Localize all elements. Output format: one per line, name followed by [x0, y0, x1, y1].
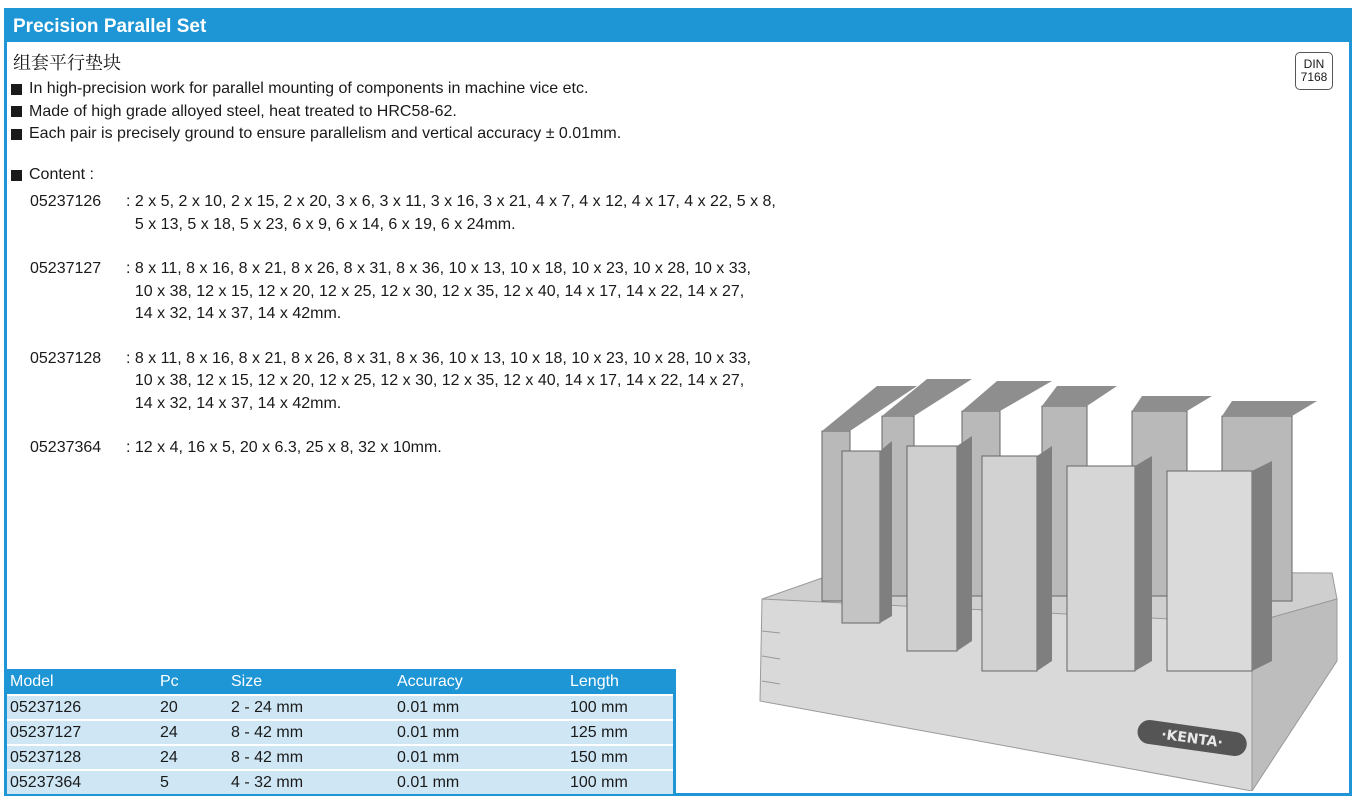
cell-size: 8 - 42 mm	[228, 720, 394, 745]
cell-pc: 24	[157, 745, 228, 770]
specs-table	[7, 669, 675, 794]
table-row	[7, 720, 675, 745]
cell-size: 4 - 32 mm	[228, 770, 394, 794]
cell-accuracy: 0.01 mm	[394, 720, 567, 745]
chinese-subtitle: 组套平行垫块	[13, 53, 121, 74]
cell-length: 125 mm	[567, 720, 675, 745]
content-set	[30, 437, 870, 460]
set-line: 14 x 32, 14 x 37, 14 x 42mm.	[134, 305, 342, 322]
set-line: 10 x 38, 12 x 15, 12 x 20, 12 x 25, 12 x 30, 12 x 35, 12 x 40, 14 x 17, 14 x 22, 14 x 27,	[134, 372, 745, 389]
feature-text: Each pair is precisely ground to ensure parallelism and vertical accuracy ± 0.01mm.	[29, 125, 622, 143]
content-heading	[11, 166, 94, 184]
set-line: 10 x 38, 12 x 15, 12 x 20, 12 x 25, 12 x 30, 12 x 35, 12 x 40, 14 x 17, 14 x 22, 14 x 27,	[134, 282, 745, 300]
cell-size: 8 - 42 mm	[228, 745, 394, 770]
cell-model: 05237364	[7, 770, 157, 794]
cell-pc: 24	[157, 720, 228, 745]
set-line: 2 x 5, 2 x 10, 2 x 15, 2 x 20, 3 x 6, 3 x 11, 3 x 16, 3 x 21, 4 x 7, 4 x 12, 4 x 17, 4 x 22, 5 x 8,	[134, 193, 776, 210]
cell-accuracy: 0.01 mm	[394, 745, 567, 770]
cell-model: 05237127	[7, 720, 157, 745]
set-line: 12 x 4, 16 x 5, 20 x 6.3, 25 x 8, 32 x 10mm.	[134, 439, 442, 456]
set-colon: :	[126, 260, 135, 277]
set-line: 14 x 32, 14 x 37, 14 x 42mm.	[134, 394, 342, 412]
cell-model: 05237128	[7, 745, 157, 770]
bullet-square-icon	[11, 170, 22, 181]
cell-accuracy: 0.01 mm	[394, 770, 567, 794]
cell-length: 150 mm	[567, 745, 675, 770]
feature-text: In high-precision work for parallel mounting of components in machine vice etc.	[29, 80, 589, 98]
cell-size: 2 - 24 mm	[228, 695, 394, 720]
set-line: 5 x 13, 5 x 18, 5 x 23, 6 x 9, 6 x 14, 6 x 19, 6 x 24mm.	[134, 215, 516, 233]
content-set	[30, 191, 870, 236]
brand-label: ·KENTA·	[1160, 726, 1224, 752]
cell-model: 05237126	[7, 695, 157, 720]
set-colon: :	[126, 349, 135, 367]
set-line: 8 x 11, 8 x 16, 8 x 21, 8 x 26, 8 x 31, 8 x 36, 10 x 13, 10 x 18, 10 x 23, 10 x 28, 10 x 33,	[134, 349, 751, 367]
column-header-size: Size	[228, 669, 394, 695]
feature-list	[11, 78, 621, 146]
din-badge-number: 7168	[1300, 70, 1328, 84]
bullet-square-icon	[11, 84, 22, 95]
bullet-square-icon	[11, 129, 22, 140]
content-label: Content :	[29, 166, 94, 183]
bullet-square-icon	[11, 106, 22, 117]
column-header-accuracy: Accuracy	[394, 669, 567, 695]
cell-pc: 5	[157, 770, 228, 794]
content-set	[30, 258, 870, 326]
din-badge	[1295, 52, 1333, 90]
cell-accuracy: 0.01 mm	[394, 695, 567, 720]
set-code: 05237127	[30, 260, 102, 277]
din-badge-label: DIN	[1303, 57, 1325, 71]
cell-length: 100 mm	[567, 695, 675, 720]
set-colon: :	[126, 193, 135, 210]
column-header-length: Length	[567, 669, 675, 695]
feature-item	[11, 101, 621, 124]
table-row	[7, 770, 675, 794]
feature-item	[11, 123, 621, 146]
page-title: Precision Parallel Set	[7, 11, 1349, 42]
cell-pc: 20	[157, 695, 228, 720]
product-card	[4, 8, 1352, 796]
feature-text: Made of high grade alloyed steel, heat treated to HRC58-62.	[29, 102, 457, 120]
parallel-set-photo	[752, 361, 1342, 791]
set-code: 05237364	[30, 439, 102, 456]
table-row	[7, 745, 675, 770]
set-colon: :	[126, 439, 135, 456]
table-header-row	[7, 669, 675, 695]
set-code: 05237126	[30, 193, 102, 210]
set-line: 8 x 11, 8 x 16, 8 x 21, 8 x 26, 8 x 31, 8 x 36, 10 x 13, 10 x 18, 10 x 23, 10 x 28, 10 x 33,	[134, 260, 751, 277]
feature-item	[11, 78, 621, 101]
table-row	[7, 695, 675, 720]
set-code: 05237128	[30, 349, 102, 367]
content-set	[30, 348, 870, 416]
content-sets	[30, 191, 870, 460]
column-header-model: Model	[7, 669, 157, 695]
column-header-pc: Pc	[157, 669, 228, 695]
cell-length: 100 mm	[567, 770, 675, 794]
